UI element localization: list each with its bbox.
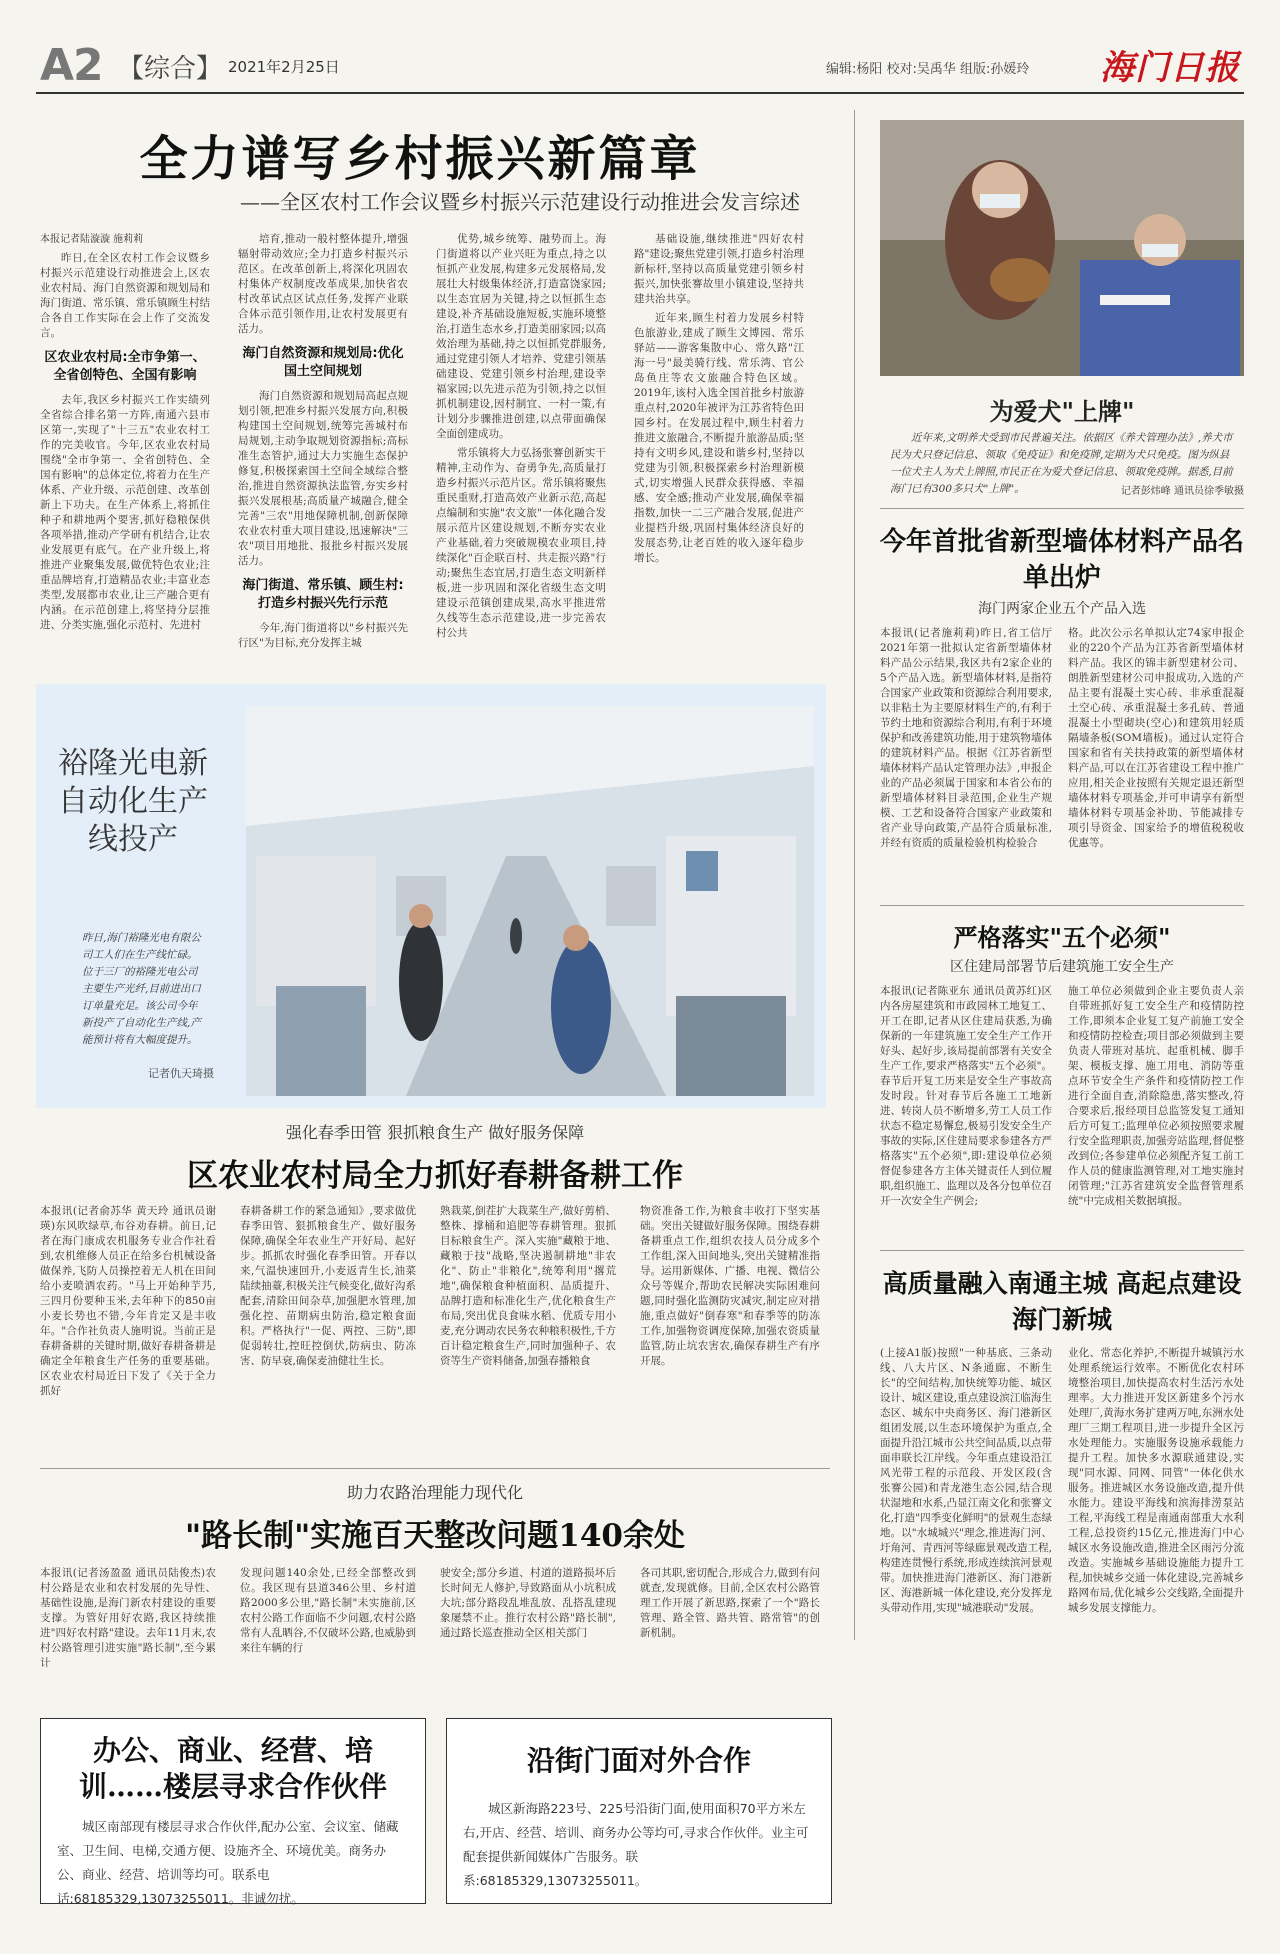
lead-column-2 <box>238 232 408 672</box>
road-column-1: 本报讯(记者汤盈盈 通讯员陆俊杰)农村公路是农业和农村发展的先导性、基础性设施,是海门新农村建设的重要支撑。为管好用好农路,我区持续推进"四好农村路"建设。去年11月末,农村公路管理引进实施"路长制",至今累计 <box>40 1567 216 1669</box>
office-ad-title: 办公、商业、经营、培训……楼层寻求合作伙伴 <box>78 1734 387 1803</box>
dog-license-photo-art <box>880 120 1244 376</box>
editor-credits: 编辑:杨阳 校对:吴禹华 组版:孙媛玲 <box>826 62 1030 77</box>
road-column-4: 各司其职,密切配合,形成合力,做到有问就查,发现就修。目前,全区农村公路管理工作开展了新思路,探索了一个"路长管理、路全管、路共管、路常管"的创新机制。 <box>640 1567 820 1639</box>
feature-credit: 记者仇天琦摄 <box>148 1067 214 1080</box>
lead-subhead: 海门自然资源和规划局:优化国土空间规划 <box>242 346 404 379</box>
lead-paragraph: 昨日,在全区农村工作会议暨乡村振兴示范建设行动推进会上,区农业农村局、海门自然资源和规划局和海门街道、常乐镇、常乐镇顾生村结合各自工作实际在会上作了交流发言。 <box>40 252 210 339</box>
nantong-column-1: (上接A1版)按照"一种基底、三条动线、八大片区、N条通廊、不断生长"的空间结构,加快统筹功能、城区设计、城区建设,重点建设滨江临海生态区、城东中央商务区、海门港新区组团发展,以生态环境保护为重点,全面提升沿江城市公共空间品质,以点带面串联长江岸线。今年重点建设沿江风光带工程的示范段、开发区段(含张謇公园)和青龙港生态公园,结合现状湿地和水系,凸显江南文化和张謇文化,打造"四季变化鲜明"的景观生态绿地。以"水城城兴"理念,推进海门河、圩角河、青西河等绿廊景观改造工程,构建连贯慢行系统,形成连续滨河景观带。加快推进海门港新区、海门港新区、海港新城一体化建设,充分发挥龙头带动作用,实现"城港联动"发展。 <box>880 1347 1052 1614</box>
storefront-ad-title: 沿街门面对外合作 <box>526 1744 751 1777</box>
lead-column-1 <box>40 232 210 672</box>
farm-column-2: 春耕备耕工作的紧急通知》,要求做优春季田管、狠抓粮食生产、做好服务保障,确保全年农业生产开好局、起好步。抓抓农时强化春季田管。开春以来,气温快速回升,小麦返青生长,油菜陆续抽薹,积极关注气候变化,做好沟系配套,清除田间杂草,加强肥水管理,加强化控、苗期病虫防治,稳定粮食面积。严格执行"一促、两控、三防",即促弱转壮,控旺控倒伏,防病虫、防冻害、防早衰,确保麦油健壮生长。 <box>240 1205 416 1367</box>
lead-column-4 <box>634 232 804 672</box>
lead-paragraph: 常乐镇将大力弘扬张謇创新实干精神,主动作为、奋勇争先,高质量打造乡村振兴示范片区。常乐镇将聚焦重民重财,打造高效产业新示范,高起点编制和实施"农文旅"一体化融合发展示范片区建设规划,不断夯实农业产业基础,着力突破规模农业项目,持续深化"百企联百村、共走振兴路"行动;聚焦生态宜居,打造生态文明新样板,进一步巩固和深化省级生态文明建设示范镇创建成果,高水平推进常久线等生态示范建设,进一步完善农村公共 <box>436 447 606 639</box>
wall-subheadline: 海门两家企业五个产品入选 <box>978 601 1146 617</box>
farm-column-3: 熟栽菜,倒茬扩大栽菜生产,做好剪梢、整株、撑桶和追肥等春耕管理。狠抓目标粮食生产。深入实施"藏粮于地、藏粮于技"战略,坚决遏制耕地"非农化"、防止"非粮化",统筹利用"撂荒地",确保粮食种植面积、品质提升、品牌打造和标准化生产,优化粮食生产布局,突出优良食味水稻、优质专用小麦,充分调动农民务农种粮积极性,千方百计稳定粮食生产,同时加强种子、农资等生产资料储备,加强春播粮食 <box>440 1205 616 1367</box>
storefront-ad <box>446 1718 832 1904</box>
storefront-ad-body: 城区新海路223号、225号沿街门面,使用面积70平方米左右,开店、经营、培训、商务办公等均可,寻求合作伙伴。业主可配套提供新闻媒体广告服务。联系:68185329,13073255011。 <box>463 1801 809 1888</box>
lead-subhead: 区农业农村局:全市争第一、全省创特色、全国有影响 <box>44 350 206 383</box>
column-divider <box>854 110 855 1640</box>
farm-kicker: 强化春季田管 狠抓粮食生产 做好服务保障 <box>285 1123 585 1142</box>
newspaper-logo: 海门日报 <box>1100 48 1240 88</box>
photo-story-credit: 记者彭炜峰 通讯员徐季敏摄 <box>1120 486 1244 497</box>
dog-license-photo <box>880 120 1244 376</box>
farm-column-1: 本报讯(记者俞苏华 黄天玲 通讯员谢瑛)东风吹绿草,布谷劝春耕。前日,记者在海门康成农机服务专业合作社看到,农机维修人员正在给多台机械设备做保养,飞防人员操控着无人机在田间给小麦喷洒农药。"马上开始种芋艿,三四月份要种玉米,去年种下的850亩小麦长势也不错,今年肯定又是丰收年。"合作社负责人施明说。当前正是春耕备耕的关键时期,做好春耕备耕是确定全年粮食生产任务的重要基础。区农业农村局近日下发了《关于全力抓好 <box>40 1205 216 1397</box>
road-headline: "路长制"实施百天整改问题140余处 <box>184 1518 685 1554</box>
road-column-3: 驶安全;部分乡道、村道的道路损坏后长时间无人修护,导致路面从小坑积成大坑;部分路段乱堆乱放、乱搭乱建现象屡禁不止。推行农村公路"路长制",通过路长巡查推动全区相关部门 <box>440 1567 616 1639</box>
lead-subheadline: ——全区农村工作会议暨乡村振兴示范建设行动推进会发言综述 <box>240 190 800 214</box>
lead-paragraph: 优势,城乡统筹、融势而上。海门街道将以产业兴旺为重点,持之以恒抓产业发展,构建多元发展格局,发展壮大村级集体经济,打造富饶家园;以生态宜居为关键,持之以恒抓生态建设,补齐基础设施短板,实施环境整治,打造生态水乡,打造美丽家园;以高效治理为基础,持之以恒抓党群服务,通过党建引领人才培养、党建引领基础建设、党建引领乡村治理,建设幸福家园;以先进示范为引领,持之以恒抓机制建设,因村制宜、一村一策,有计划分步骤推进创建,以点带面确保全面创建成功。 <box>436 233 606 440</box>
office-ad <box>40 1718 426 1904</box>
lead-column-3 <box>436 232 606 672</box>
farm-headline: 区农业农村局全力抓好春耕备耕工作 <box>187 1158 683 1194</box>
office-ad-body: 城区南部现有楼层寻求合作伙伴,配办公室、会议室、储藏室、卫生间、电梯,交通方便、设施齐全、环境优美。商务办公、商业、经营、培训等均可。联系电话:68185329,13073255011。非诚勿扰。 <box>57 1819 399 1906</box>
photo-story-title: 为爱犬"上牌" <box>989 397 1135 426</box>
farm-column-4: 物资准备工作,为粮食丰收打下坚实基础。突出关键做好服务保障。围绕春耕备耕重点工作,组织农技人员分成多个工作组,深入田间地头,突出关键精准指导。运用新媒体、广播、电视、微信公众号等媒介,帮助农民解决实际困难问题,同时强化监测防灾减灾,制定应对措施,重点做好"倒春寒"和春季等的防冻工作,加强物资调度保障,加强农资质量监管,防止坑农害农,确保春耕生产有序开展。 <box>640 1205 820 1367</box>
nantong-headline: 高质量融入南通主城 高起点建设海门新城 <box>882 1269 1242 1334</box>
feature-title: 裕隆光电新自动化生产线投产 <box>58 746 208 857</box>
lead-paragraph: 近年来,顾生村着力发展乡村特色旅游业,建成了顾生文博园、常乐驿站——游客集散中心、常久路"江海一号"最美骑行线、常乐湾、官公岛鱼庄等农文旅融合特色区域。2019年,该村入选全国首批乡村旅游重点村,2020年被评为江苏省特色田园乡村。在发展过程中,顾生村着力推进文旅融合,不断提升旅游品质;坚持有文明乡风,建设和谐乡村,坚持以党建为引领,积极探索乡村治理新模式,切实增强人民群众获得感、幸福感、安全感;推动产业发展,确保幸福指数,加快一二三产融合发展,促进产业提档升级,巩固村集体经济良好的发展态势,让老百姓的收入逐年稳步增长。 <box>634 312 804 564</box>
five-must-subheadline: 区住建局部署节后建筑施工安全生产 <box>950 959 1174 975</box>
section-divider <box>880 508 1244 509</box>
nantong-column-2: 业化、常态化养护,不断提升城镇污水处理系统运行效率。不断优化农村环境整治项目,加快提高农村生活污水处理率。大力推进开发区新建多个污水处理厂,黄海水务扩建两万吨,东洲水处理厂三期工程项目,进一步提升全区污水处理能力。实施服务设施承载能力提升工程。加快多水源联通建设,实现"同水源、同网、同管"一体化供水服务。推进城区水务设施改造,提升供水能力。建设平海线和滨海排涝泵站工程,平海线工程是南通南部重大水利工程,总投资约15亿元,推进海门中心城区水务设施改造,推进全区雨污分流改造。实施城乡基础设施能力提升工程,加快城乡交通一体化建设,完善城乡路网布局,优化城乡公交线路,全面提升城乡发展支撑能力。 <box>1068 1347 1244 1614</box>
wall-column-2: 格。此次公示名单拟认定74家申报企业的220个产品为江苏省新型墙体材料产品。我区的锦丰新型建材公司、朗胜新型建材公司申报成功,入选的产品主要有混凝土实心砖、非承重混凝土空心砖、承重混凝土多孔砖、普通混凝土小型砌块(空心)和建筑用轻质隔墙条板(SOM墙板)。通过认定符合国家和省有关扶持政策的新型墙体材料产品,可以在江苏省建设工程中推广应用,相关企业按照有关规定退还新型墙体材料专项基金,并可申请享有新型墙体材料专项基金补助、节能减排专项引导资金、国家给予的增值税税收优惠等。 <box>1068 627 1244 849</box>
section-divider <box>880 1250 1244 1251</box>
factory-photo <box>246 706 814 1096</box>
five-must-column-2: 施工单位必须做到企业主要负责人亲自带班抓好复工安全生产和疫情防控工作,即须本企业复工复产前施工安全和疫情防控检查;项目部必须做到主要负责人带班对基坑、起重机械、脚手架、模板支撑、施工用电、消防等重点环节安全生产条件和疫情防控工作进行全面自查,消除隐患,落实整改,符合要求后,报经项目总监签发复工通知后方可复工;监理单位必须按照要求履行安全监理职责,加强旁站监理,督促整改到位;各参建单位必须配齐复工前工作人员的健康监测管理,对工地实施封闭管理;"江苏省建筑安全监督管理系统"中完成相关数据填报。 <box>1068 985 1244 1207</box>
lead-paragraph: 培育,推动一般村整体提升,增强辐射带动效应;全力打造乡村振兴示范区。在改革创新上,将深化巩固农村集体产权制度改革成果,加快省农村改革试点区试点任务,发挥产业联合体示范引领作用,让农村发展更有活力。 <box>238 233 408 335</box>
feature-caption: 昨日,海门裕隆光电有限公司工人们在生产线忙碌。位于三厂的裕隆光电公司主要生产光纤,目前进出口订单量充足。该公司今年新投产了自动化生产线,产能预计将有大幅度提升。 <box>82 932 201 1046</box>
five-must-column-1: 本报讯(记者陈亚东 通讯员黄苏红)区内各房屋建筑和市政园林工地复工、开工在即,记者从区住建局获悉,为确保新的一年建筑施工安全生产工作开好头、起好步,该局提前部署有关安全生产工作,要求严格落实"五个必须"。春节后开复工历来是安全生产事故高发时段。针对春节后各施工工地新进、转岗人员不断增多,劳工人员工作状态不稳定易懈怠,极易引发安全生产事故的实际,区住建局要求参建各方严格落实"五个必须",即:建设单位必须督促参建各方主体关键责任人到位履职,组织施工、监理以及各分包单位召开一次安全生产例会; <box>880 985 1052 1207</box>
photo-story-caption: 近年来,文明养犬受到市民普遍关注。依据区《养犬管理办法》,养犬市民为犬只登记信息、领取《免疫证》和免疫牌,定期为犬只免疫。图为纵县一位犬主人为犬上牌照,市民正在为爱犬登记信息、领取免疫牌。据悉,目前海门已有300多只犬"上牌"。 <box>890 432 1233 495</box>
factory-photo-art <box>246 706 814 1096</box>
lead-paragraph: 基础设施,继续推进"四好农村路"建设;聚焦党建引领,打造乡村治理新标杆,坚持以高质量党建引领乡村振兴,加快张謇故里小镇建设,坚持共建共治共享。 <box>634 233 804 305</box>
road-column-2: 发现问题140余处,已经全部整改到位。我区现有县道346公里、乡村道路2000多公里,"路长制"未实施前,区农村公路工作面临不少问题,农村公路常有人乱晒谷,不仅破坏公路,也威胁到来往车辆的行 <box>240 1567 416 1654</box>
five-must-headline: 严格落实"五个必须" <box>953 923 1171 952</box>
section-divider <box>40 1468 830 1469</box>
lead-subhead: 海门街道、常乐镇、顾生村:打造乡村振兴先行示范 <box>242 578 404 611</box>
lead-byline: 本报记者陆漩漩 施莉莉 <box>40 234 144 245</box>
section-label: 【综合】 <box>118 54 223 84</box>
wall-column-1: 本报讯(记者施莉莉)昨日,省工信厅2021年第一批拟认定省新型墙体材料产品公示结果,我区共有2家企业的5个产品入选。新型墙体材料,是指符合国家产业政策和资源综合利用要求,以非粘土为主要原材料生产的,有利于节约土地和资源综合利用,有利于环境保护和改善建筑功能,用于建筑物墙体的建筑材料产品。根据《江苏省新型墙体材料产品认定管理办法》,申报企业的产品必须属于国家和本省公布的新型墙体材料目录范围,企业生产规模、工艺和设备符合国家产业政策和省产业导向政策,产品符合质量标准,并经有资质的质量检验机构检验合 <box>880 627 1052 849</box>
road-kicker: 助力农路治理能力现代化 <box>346 1483 523 1502</box>
lead-paragraph: 海门自然资源和规划局高起点规划引领,把准乡村振兴发展方向,积极构建国土空间规划,统筹完善城村布局规划,主动争取规划资源指标;高标准生态管护,通过大力实施生态保护修复,积极探索国土空间全域综合整治,推进自然资源执法监管,夯实乡村振兴发展根基;高质量产城融合,健全完善"三农"用地保障机制,创新保障农业农村重大项目建设,迅速解决"三农"项目用地批、报批乡村振兴发展活力。 <box>238 390 408 567</box>
issue-date: 2021年2月25日 <box>228 58 340 76</box>
wall-headline: 今年首批省新型墙体材料产品名单出炉 <box>880 527 1245 593</box>
lead-headline: 全力谱写乡村振兴新篇章 <box>139 131 701 187</box>
page-number: A2 <box>40 40 103 91</box>
lead-paragraph: 今年,海门街道将以"乡村振兴先行区"为目标,充分发挥主城 <box>238 622 408 649</box>
section-divider <box>880 905 1244 906</box>
lead-paragraph: 去年,我区乡村振兴工作实绩列全省综合排名第一方阵,南通六县市区第一,实现了"十三五"农业农村工作的完美收官。今年,区农业农村局围绕"全市争第一、全省创特色、全国有影响"的总体定位,将着力在生产体系、产业升级、示范创建、改革创新上下功夫。在生产体系上,将抓住种子和耕地两个要害,抓好稳粮保供各项举措,推动产学研有机结合,让农业发展更有底气。在产业升级上,将推进产业聚集发展,做优特色农业;注重品牌培育,打造精品农业;丰富业态类型,发展都市农业,让三产融合更有内涵。在示范创建上,将坚持分层推进、分类实施,强化示范村、先进村 <box>40 394 210 631</box>
